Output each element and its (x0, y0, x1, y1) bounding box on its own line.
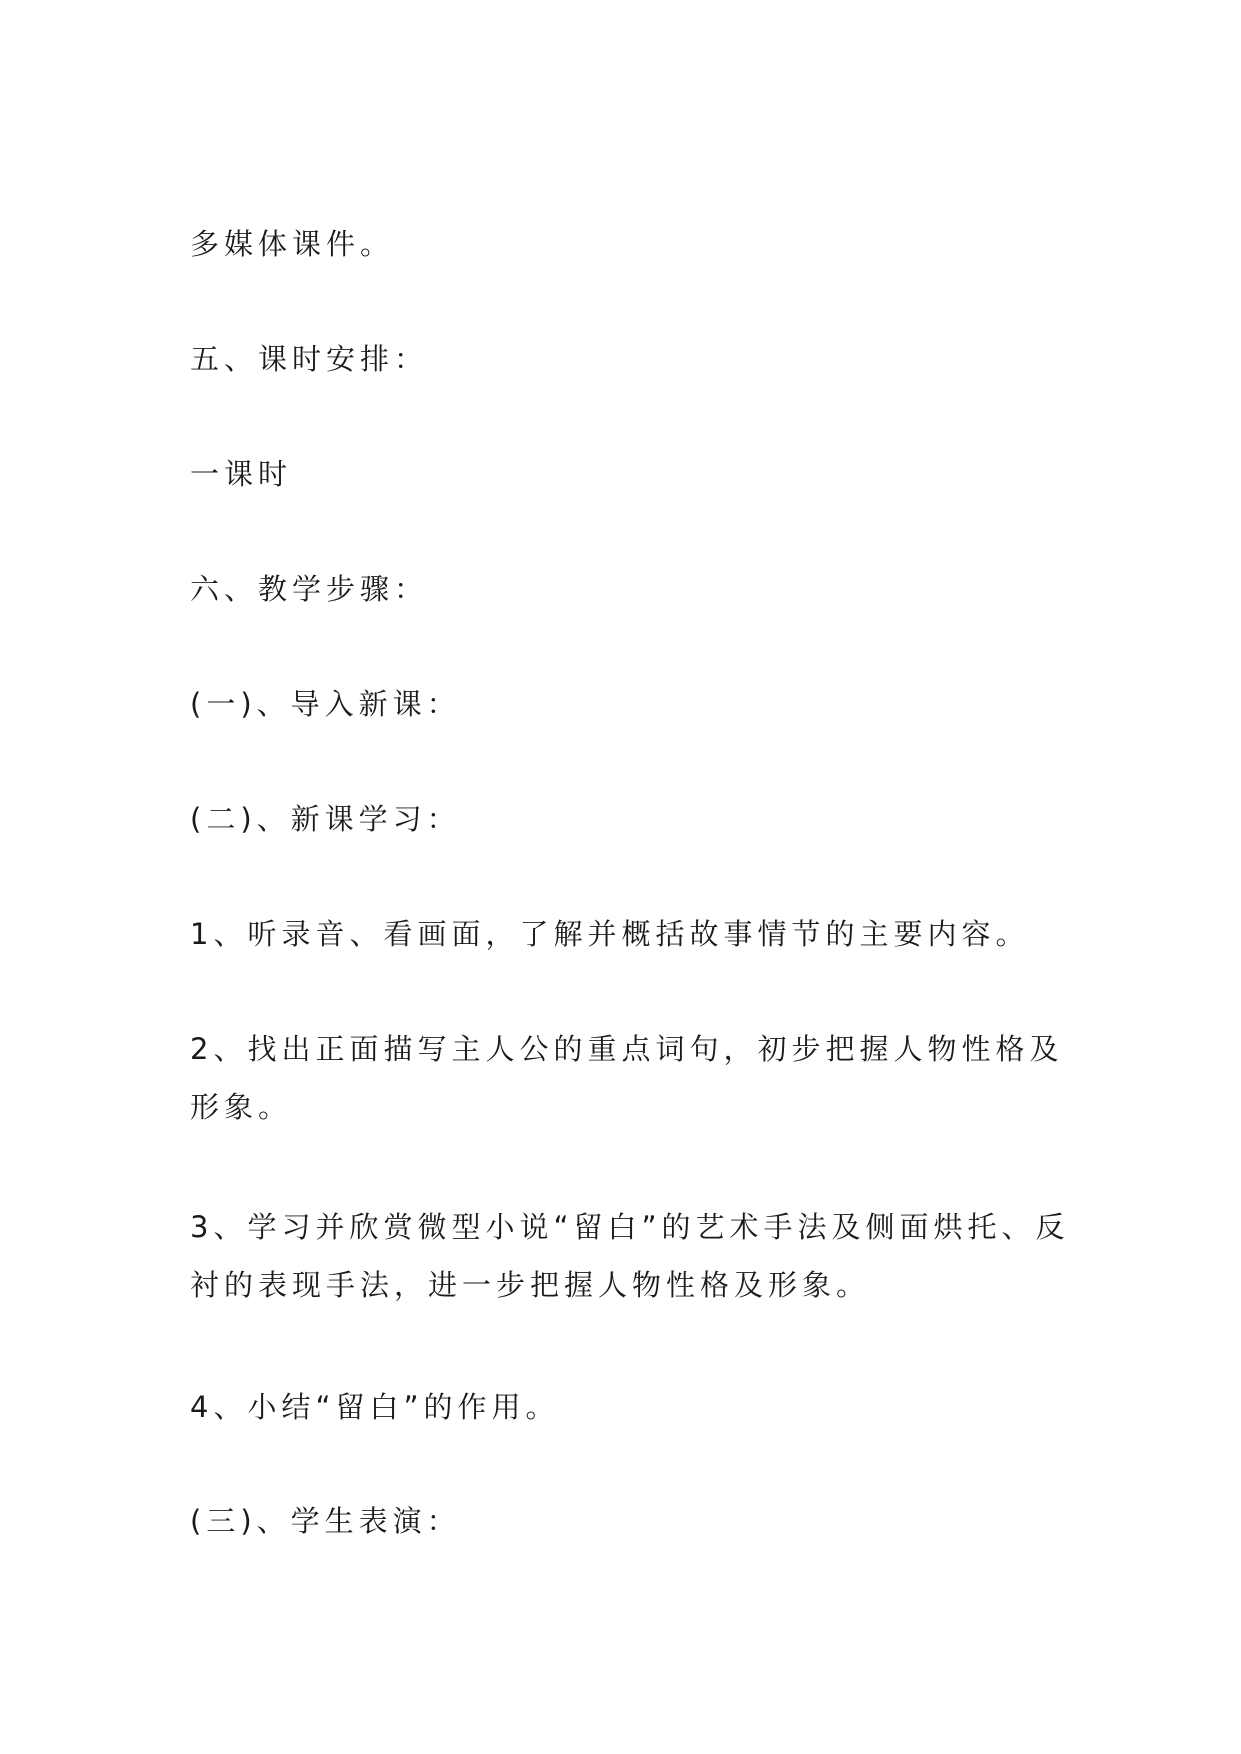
heading-introduction: (一)、导入新课： (190, 687, 461, 721)
heading-new-lesson: (二)、新课学习： (190, 802, 461, 836)
list-item-step-4: 4、小结“留白”的作用。 (190, 1390, 560, 1424)
paragraph-materials: 多媒体课件。 (190, 227, 395, 261)
paragraph-schedule: 一课时 (190, 457, 293, 491)
heading-teaching-steps: 六、教学步骤： (190, 572, 429, 606)
list-item-step-1: 1、听录音、看画面，了解并概括故事情节的主要内容。 (190, 917, 1030, 951)
heading-schedule: 五、课时安排： (190, 342, 429, 376)
list-item-step-2: 2、找出正面描写主人公的重点词句，初步把握人物性格及形象。 (190, 1032, 1064, 1124)
heading-student-performance: (三)、学生表演： (190, 1504, 461, 1538)
list-item-step-3: 3、学习并欣赏微型小说“留白”的艺术手法及侧面烘托、反衬的表现手法，进一步把握人物性格及形象。 (190, 1210, 1070, 1302)
